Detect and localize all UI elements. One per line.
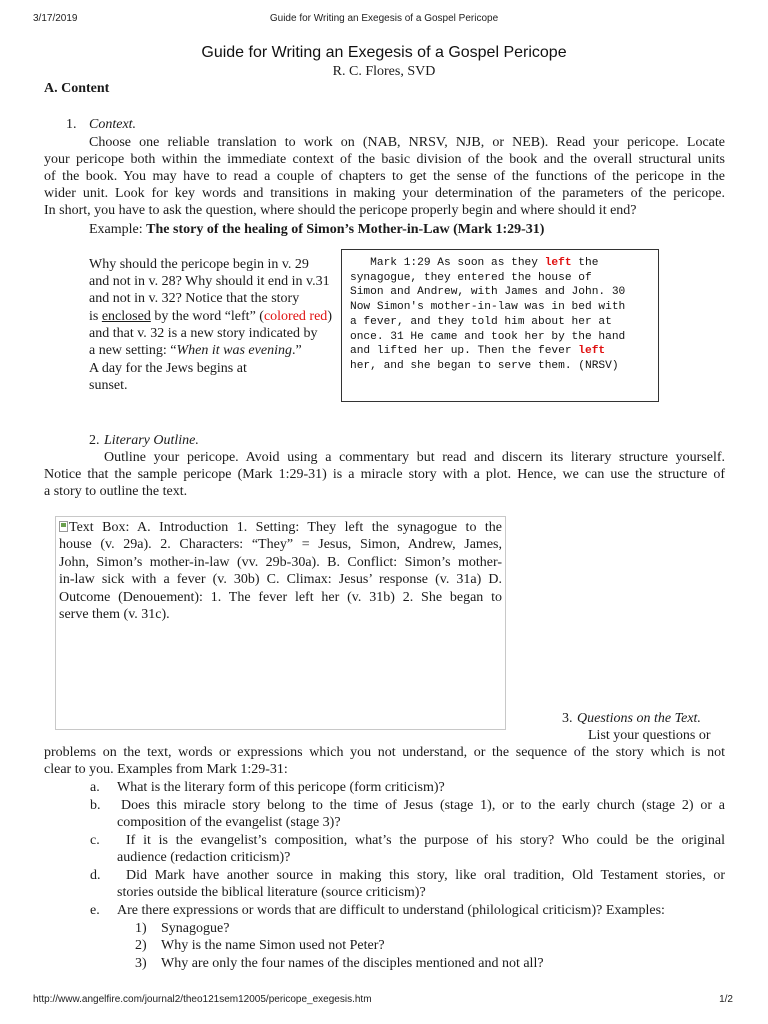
list-item-line: composition of the evangelist (stage 3)? <box>117 815 341 830</box>
why-line: A day for the Jews begins at <box>89 361 247 376</box>
section-1-paragraph <box>44 134 725 219</box>
list-item-line: Did Mark have another source in making this story, like oral tradition, Old Testament stories, or <box>126 868 725 883</box>
print-url: http://www.angelfire.com/journal2/theo121sem12005/pericope_exegesis.htm <box>33 994 372 1005</box>
list-item-text: Are there expressions or words that are difficult to understand (philological criticism)? Examples: <box>117 903 665 918</box>
sub-item-text: Synagogue? <box>161 921 230 936</box>
why-line <box>89 308 332 325</box>
section-1-heading: Context. <box>89 117 137 132</box>
document-author: R. C. Flores, SVD <box>332 64 436 79</box>
section-3-paragraph <box>44 744 725 778</box>
colored-red-note: colored red <box>263 309 328 324</box>
outline-line: John, Simon’s mother-in-law (vv. 29b-30a). B. Conflict: Simon’s mother- <box>59 554 502 570</box>
list-item-label: d. <box>90 868 101 883</box>
sub-item-label: 2) <box>135 938 147 953</box>
list-item-line: Does this miracle story belong to the time of Jesus (stage 1), or to the early church (stage 2) or a <box>121 798 725 813</box>
paragraph-line: In short, you have to ask the question, where should the pericope properly begin and where should it end? <box>44 203 637 218</box>
broken-image-icon <box>59 521 68 532</box>
why-text: a new setting: “ <box>89 343 177 358</box>
mark-passage-line <box>350 256 650 271</box>
why-text: by the word “left” ( <box>150 309 264 324</box>
section-3-number: 3. <box>562 711 573 726</box>
mark-passage-line <box>350 344 650 359</box>
section-2-paragraph <box>44 449 725 500</box>
paragraph-line: clear to you. Examples from Mark 1:29-31: <box>44 762 288 777</box>
list-item-text <box>117 832 725 866</box>
section-2-number: 2. <box>89 433 100 448</box>
mark-text: Mark 1:29 As soon as they <box>350 257 545 269</box>
example-line <box>89 221 544 238</box>
paragraph-line: your pericope both within the immediate context of the basic division of the book and the overall structural units <box>44 152 725 167</box>
paragraph-line: Notice that the sample pericope (Mark 1:29-31) is a miracle story with a plot. Hence, we can use the structure of <box>44 467 725 482</box>
why-line: and not in v. 28? Why should it end in v.31 <box>89 274 330 289</box>
document-title: Guide for Writing an Exegesis of a Gospel Pericope <box>201 44 567 61</box>
sub-item-text: Why are only the four names of the disciples mentioned and not all? <box>161 956 544 971</box>
mark-text: the <box>571 257 599 269</box>
list-item-text <box>117 797 725 831</box>
paragraph-line: Choose one reliable translation to work on (NAB, NRSV, NJB, or NEB). Read your pericope. Locate <box>89 135 725 150</box>
list-item-label: e. <box>90 903 100 918</box>
mark-text: and lifted her up. Then the fever <box>350 345 579 358</box>
mark-passage-line: her, and she began to serve them. (NRSV) <box>350 359 619 372</box>
list-item-line: audience (redaction criticism)? <box>117 850 291 865</box>
why-line: Why should the pericope begin in v. 29 <box>89 257 309 272</box>
paragraph-line: a story to outline the text. <box>44 484 188 499</box>
mark-passage-line: Now Simon's mother-in-law was in bed with <box>350 301 626 314</box>
list-item-line: If it is the evangelist’s composition, what’s the purpose of his story? Who could be the original <box>126 833 725 848</box>
outline-line: house (v. 29a). 2. Characters: “They” = Jesus, Simon, Andrew, James, <box>59 537 502 553</box>
list-item-text: What is the literary form of this pericope (form criticism)? <box>117 780 445 795</box>
outline-line: in-law sick with a fever (v. 30b) C. Climax: Jesus’ response (v. 31a) D. <box>59 572 502 588</box>
paragraph-line: problems on the text, words or expressions which you not understand, or the sequence of the story which is not <box>44 745 725 760</box>
when-evening-quote: When it was evening <box>176 343 292 358</box>
outline-line-text: Text Box: A. Introduction 1. Setting: They left the synagogue to the <box>69 520 502 535</box>
mark-passage-line: once. 31 He came and took her by the hand <box>350 330 626 343</box>
enclosed-word: enclosed <box>101 309 151 324</box>
sub-item-label: 1) <box>135 921 147 936</box>
section-3-heading: Questions on the Text. <box>577 711 701 726</box>
list-item-label: b. <box>90 798 101 813</box>
list-item-label: a. <box>90 780 100 795</box>
mark-passage-line: synagogue, they entered the house of <box>350 271 592 284</box>
why-line: and not in v. 32? Notice that the story <box>89 291 300 306</box>
outline-text-box <box>55 516 506 730</box>
outline-line: serve them (v. 31c). <box>59 607 170 623</box>
sub-item-label: 3) <box>135 956 147 971</box>
left-highlight: left <box>578 345 606 358</box>
mark-passage-line: a fever, and they told him about her at <box>350 315 612 328</box>
print-page-title: Guide for Writing an Exegesis of a Gospel Pericope <box>269 13 499 24</box>
print-date: 3/17/2019 <box>33 13 78 24</box>
paragraph-line: wider unit. Look for key words and transitions in making your determination of the parameters of the pericope. <box>44 186 725 201</box>
mark-passage-box <box>341 249 659 402</box>
left-highlight: left <box>544 257 572 269</box>
mark-passage-line: Simon and Andrew, with James and John. 30 <box>350 286 626 299</box>
outline-line: Outcome (Denouement): 1. The fever left her (v. 31b) 2. She began to <box>59 589 502 605</box>
paragraph-line: of the book. You may have to read a couple of chapters to get the sense of the functions of the pericope in the <box>44 169 725 184</box>
why-line: sunset. <box>89 378 128 393</box>
list-item-line: stories outside the biblical literature (source criticism)? <box>117 885 426 900</box>
why-text: is <box>89 309 102 324</box>
example-label: Example: <box>89 222 143 237</box>
why-text: ) <box>327 309 332 324</box>
paragraph-line: Outline your pericope. Avoid using a commentary but read and discern its literary structure yourself. <box>104 450 725 465</box>
why-line: and that v. 32 is a new story indicated by <box>89 326 318 341</box>
why-text: .” <box>291 343 302 358</box>
section-a-heading: A. Content <box>44 81 110 96</box>
why-line <box>89 342 302 359</box>
sub-item-text: Why is the name Simon used not Peter? <box>161 938 385 953</box>
example-title: The story of the healing of Simon’s Mother-in-Law (Mark 1:29-31) <box>146 222 545 237</box>
print-page-number: 1/2 <box>719 994 733 1005</box>
section-1-number: 1. <box>66 117 77 132</box>
outline-text <box>59 519 502 623</box>
section-2-heading: Literary Outline. <box>104 433 199 448</box>
list-item-text <box>117 867 725 901</box>
outline-line <box>59 519 502 536</box>
paragraph-line: List your questions or <box>588 728 711 743</box>
list-item-label: c. <box>90 833 100 848</box>
